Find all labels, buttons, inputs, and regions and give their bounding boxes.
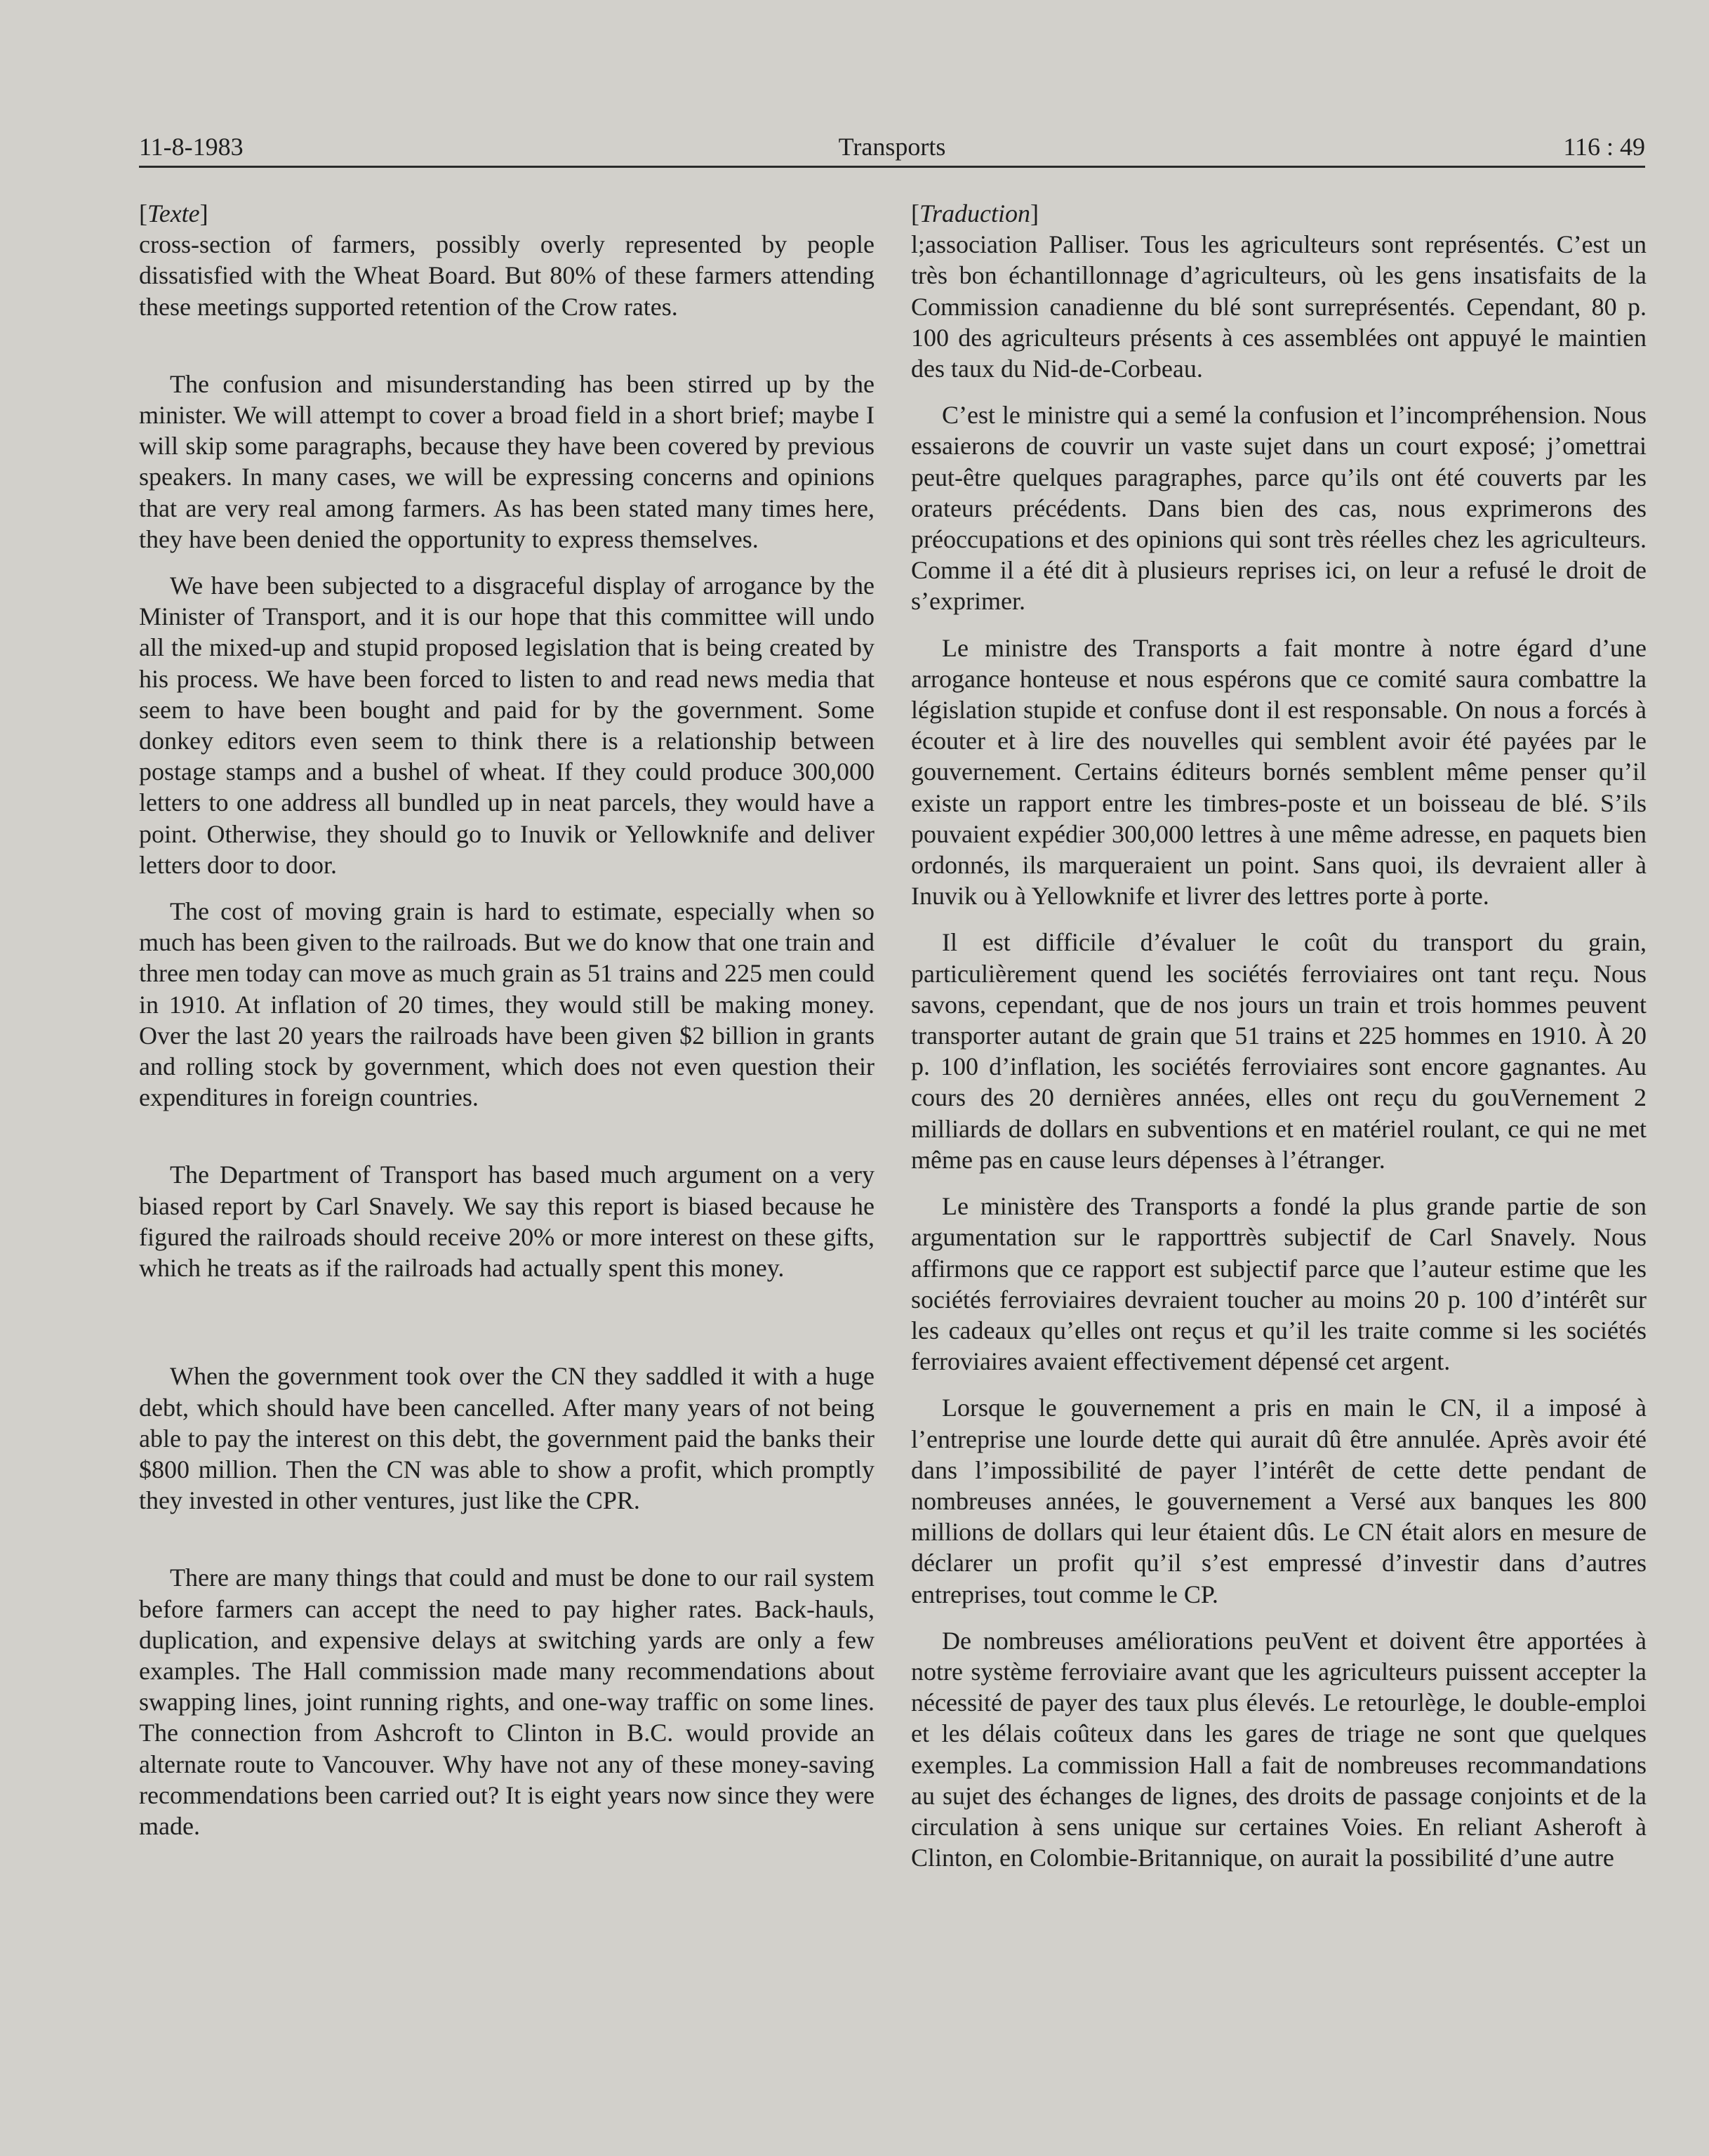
en-paragraph-6: When the government took over the CN they saddled it with a huge debt, which should have been cancelled. After many years of not being able to pay the interest on this debt, the government paid the banks their $800 million. Then the CN was able to show a profit, which promptly they invested in other ventures, just like the CPR. bbox=[139, 1362, 875, 1515]
fr-paragraph-3: Le ministre des Transports a fait montre à notre égard d’une arrogance honteuse et nous espérons que ce comité saura combattre la législation stupide et confuse dont il est responsable. On nous a forcés à écouter et à lire des nouvelles qui semblent avoir été payées par le gouvernement. Certains éditeurs bornés semblent même penser qu’il existe un rapport entre les timbres-poste et un boisseau de blé. S’ils pouvaient expédier 300,000 lettres à une même adresse, en paquets bien ordonnés, ils marqueraient un point. Sans quoi, ils devraient aller à Inuvik ou à Yellowknife et livrer des lettres porte à porte. bbox=[911, 633, 1647, 911]
en-paragraph-2: The confusion and misunderstanding has been stirred up by the minister. We will attempt to cover a broad field in a short brief; maybe I will skip some paragraphs, because they have been covered by previous speakers. In many cases, we will be expressing concerns and opinions that are very real among farmers. As has been stated many times here, they have been denied the opportunity to express themselves. bbox=[139, 369, 875, 553]
header-rule bbox=[139, 166, 1645, 168]
french-heading: [Traduction] bbox=[911, 199, 1039, 227]
fr-paragraph-1: l;association Palliser. Tous les agriculteurs sont représentés. C’est un très bon échantillonnage d’agriculteurs, où les gens insatisfaits de la Commission canadienne du blé sont surreprésentés. Cependant, 80 p. 100 des agriculteurs présents à ces assemblées ont appuyé le maintien des taux du Nid-de-Corbeau. bbox=[911, 230, 1647, 383]
fr-paragraph-5: Le ministère des Transports a fondé la plus grande partie de son argumentation sur le rapporttrès subjectif de Carl Snavely. Nous affirmons que ce rapport est subjectif parce que l’auteur estime que les sociétés ferroviaires devraient toucher au moins 20 p. 100 d’intérêt sur les cadeaux qu’elles ont reçus et qu’il les traite comme si les sociétés ferroviaires avaient effectivement dépensé cet argent. bbox=[911, 1192, 1647, 1376]
en-paragraph-5: The Department of Transport has based much argument on a very biased report by Carl Snavely. We say this report is biased because he figured the railroads should receive 20% or more interest on these gifts, which he treats as if the railroads had actually spent this money. bbox=[139, 1160, 875, 1283]
fr-paragraph-7: De nombreuses améliorations peuVent et doivent être apportées à notre système ferroviaire avant que les agriculteurs puissent accepter la nécessité de payer des taux plus élevés. Le retourlège, le double-emploi et les délais coûteux dans les gares de triage ne sont que quelques exemples. La commission Hall a fait de nombreuses recommandations au sujet des échanges de lignes, des droits de passage conjoints et de la circulation à sens unique sur certaines Voies. En reliant Asheroft à Clinton, en Colombie-Britannique, on aurait la possibilité d’une autre bbox=[911, 1626, 1647, 1872]
fr-paragraph-4: Il est difficile d’évaluer le coût du transport du grain, particulièrement quend les sociétés ferroviaires ont tant reçu. Nous savons, cependant, que de nos jours un train et trois hommes peuvent transporter autant de grain que 51 trains et 225 hommes en 1910. À 20 p. 100 d’inflation, les sociétés ferroviaires sont encore gagnantes. Au cours des 20 dernières années, elles ont reçu du gouVernement 2 milliards de dollars en subventions et en matériel roulant, ce qui ne met même pas en cause leurs dépenses à l’étranger. bbox=[911, 928, 1647, 1174]
en-paragraph-7: There are many things that could and must be done to our rail system before farmers can accept the need to pay higher rates. Back-hauls, duplication, and expensive delays at switching yards are only a few examples. The Hall commission made many recommendations about swapping lines, joint running rights, and one-way traffic on some lines. The connection from Ashcroft to Clinton in B.C. would provide an alternate route to Vancouver. Why have not any of these money-saving recommendations been carried out? It is eight years now since they were made. bbox=[139, 1563, 875, 1840]
header-page-number: 116 : 49 bbox=[1563, 133, 1645, 161]
english-column bbox=[139, 198, 875, 1841]
page-header bbox=[139, 128, 1645, 165]
fr-paragraph-6: Lorsque le gouvernement a pris en main le CN, il a imposé à l’entreprise une lourde dette qui aurait dû être annulée. Après avoir été dans l’impossibilité de payer l’intérêt de cette dette pendant de nombreuses années, le gouvernement a Versé aux banques les 800 millions de dollars qui leur étaient dûs. Le CN était alors en mesure de déclarer un profit qu’il s’est empressé d’investir dans d’autres entreprises, tout comme le CP. bbox=[911, 1394, 1647, 1608]
header-date: 11-8-1983 bbox=[139, 133, 244, 161]
en-paragraph-3: We have been subjected to a disgraceful display of arrogance by the Minister of Transport, and it is our hope that this committee will undo all the mixed-up and stupid proposed legislation that is being created by his process. We have been forced to listen to and read news media that seem to have been bought and paid for by the government. Some donkey editors even seem to think there is a relationship between postage stamps and a bushel of wheat. If they could produce 300,000 letters to one address all bundled up in neat parcels, they would have a point. Otherwise, they should go to Inuvik or Yellowknife and deliver letters door to door. bbox=[139, 571, 875, 879]
french-column bbox=[911, 198, 1647, 1873]
english-heading: [Texte] bbox=[139, 199, 208, 227]
fr-paragraph-2: C’est le ministre qui a semé la confusion et l’incompréhension. Nous essaierons de couvrir un vaste sujet dans un court exposé; j’omettrai peut-être quelques paragraphes, parce qu’ils ont été couverts par les orateurs précédents. Dans bien des cas, nous exprimerons des préoccupations et des opinions qui sont très réelles chez les agriculteurs. Comme il a été dit à plusieurs reprises ici, on leur a refusé le droit de s’exprimer. bbox=[911, 401, 1647, 616]
header-title: Transports bbox=[838, 133, 946, 161]
en-paragraph-1: cross-section of farmers, possibly overly represented by people dissatisfied with the Wheat Board. But 80% of these farmers attending these meetings supported retention of the Crow rates. bbox=[139, 230, 875, 321]
en-paragraph-4: The cost of moving grain is hard to estimate, especially when so much has been given to the railroads. But we do know that one train and three men today can move as much grain as 51 trains and 225 men could in 1910. At inflation of 20 times, they would still be making money. Over the last 20 years the railroads have been given $2 billion in grants and rolling stock by government, which does not even question their expenditures in foreign countries. bbox=[139, 897, 875, 1112]
